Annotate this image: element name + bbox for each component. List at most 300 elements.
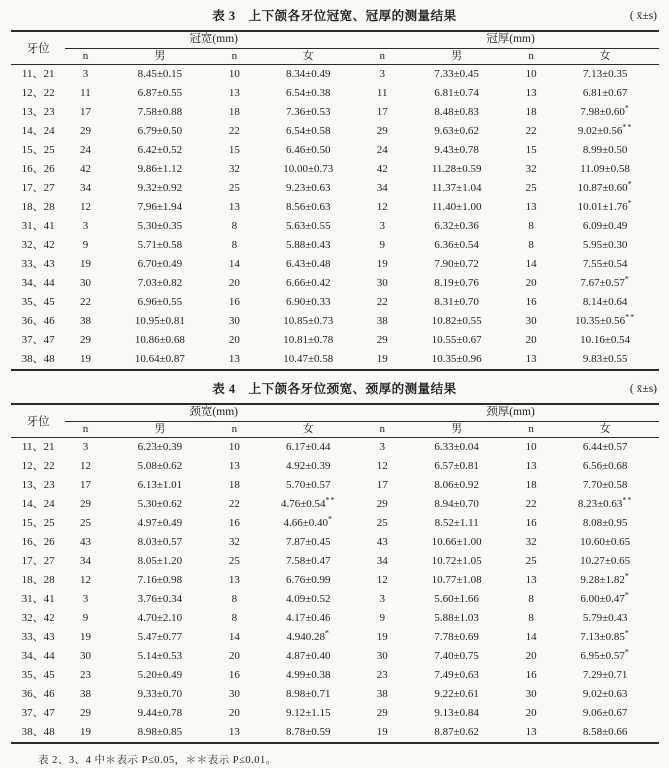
value-cell: 6.46±0.50 (286, 144, 331, 156)
subcol-male: 男 (106, 422, 215, 438)
value-cell: 6.23±0.39 (137, 441, 183, 453)
value-cell: 8.23±0.63** (577, 495, 633, 510)
value-cell: 18 (525, 106, 537, 118)
table-row (11, 65, 659, 85)
column-group-crown-width (65, 31, 362, 49)
value-cell: 5.63±0.55 (286, 220, 331, 232)
value-cell: 6.44±0.57 (582, 441, 628, 453)
value-cell: 10.55±0.67 (431, 334, 482, 346)
value-cell: 20 (525, 650, 537, 662)
value-cell: 9.43±0.78 (434, 144, 479, 156)
value-cell: 9.12±1.15 (286, 707, 331, 719)
value-cell: 5.88±0.43 (286, 239, 331, 251)
value-cell: 14 (228, 258, 240, 270)
value-cell: 30 (525, 315, 537, 327)
table-row (11, 312, 659, 331)
value-cell: 22 (228, 498, 240, 510)
value-cell: 8.48±0.83 (434, 106, 479, 118)
tooth-position-cell: 34、44 (21, 650, 55, 662)
value-cell: 30 (525, 688, 537, 700)
value-cell: 5.30±0.62 (137, 498, 183, 510)
value-cell: 8 (528, 612, 534, 624)
value-cell: 19 (376, 353, 388, 365)
value-cell: 6.54±0.58 (286, 125, 331, 137)
tooth-position-cell: 31、41 (21, 220, 55, 232)
significance-marker: * (624, 590, 630, 600)
value-cell: 12 (79, 574, 91, 586)
table-row (11, 609, 659, 628)
column-group-neck-thickness (362, 404, 659, 422)
value-cell: 11.37±1.04 (431, 182, 482, 194)
table-4-caption (10, 379, 659, 399)
value-cell: 7.70±0.58 (582, 479, 628, 491)
value-cell: 29 (79, 707, 91, 719)
value-cell: 7.87±0.45 (286, 536, 331, 548)
value-cell: 34 (376, 555, 388, 567)
value-cell: 17 (376, 479, 388, 491)
value-cell: 7.16±0.98 (137, 574, 183, 586)
subcol-n: n (214, 49, 254, 65)
significance-marker: * (328, 514, 334, 524)
value-cell: 6.09±0.49 (582, 220, 628, 232)
value-cell: 11 (80, 87, 91, 99)
table-row (11, 160, 659, 179)
value-cell: 8.14±0.64 (582, 296, 628, 308)
value-cell: 8.98±0.85 (137, 726, 183, 738)
tooth-position-cell: 34、44 (21, 277, 55, 289)
value-cell: 5.88±1.03 (434, 612, 479, 624)
subcol-male: 男 (402, 49, 511, 65)
value-cell: 19 (79, 353, 91, 365)
value-cell: 29 (376, 334, 388, 346)
tooth-position-cell: 16、26 (21, 163, 55, 175)
value-cell: 25 (79, 517, 91, 529)
value-cell: 8.56±0.63 (286, 201, 331, 213)
value-cell: 8.52±1.11 (434, 517, 479, 529)
value-cell: 17 (79, 479, 91, 491)
value-cell: 29 (376, 125, 388, 137)
value-cell: 32 (525, 536, 537, 548)
value-cell: 13 (525, 574, 537, 586)
significance-marker: * (624, 571, 630, 581)
table-3-section (10, 6, 659, 371)
subcol-n: n (511, 422, 551, 438)
significance-footnote: 表 2、3、4 中＊表示 P≤0.05，＊＊表示 P≤0.01。 (38, 755, 277, 766)
value-cell: 16 (228, 296, 240, 308)
value-cell: 4.76±0.54** (281, 495, 336, 510)
value-cell: 6.81±0.67 (582, 87, 628, 99)
value-cell: 20 (525, 707, 537, 719)
value-cell: 8.31±0.70 (434, 296, 479, 308)
value-cell: 6.90±0.33 (286, 296, 331, 308)
value-cell: 19 (376, 258, 388, 270)
value-cell: 29 (376, 498, 388, 510)
significance-marker: * (627, 179, 633, 189)
value-cell: 6.00±0.47* (580, 590, 630, 605)
value-cell: 22 (525, 125, 537, 137)
value-cell: 6.87±0.55 (137, 87, 183, 99)
value-cell: 6.54±0.38 (286, 87, 331, 99)
tooth-position-cell: 33、43 (21, 631, 55, 643)
value-cell: 7.03±0.82 (137, 277, 183, 289)
value-cell: 3 (82, 220, 89, 232)
value-cell: 8 (231, 612, 238, 624)
table-row (11, 723, 659, 743)
value-cell: 5.95±0.30 (582, 239, 628, 251)
value-cell: 8 (528, 239, 534, 251)
value-cell: 5.08±0.62 (137, 460, 183, 472)
table-row (11, 533, 659, 552)
value-cell: 23 (376, 669, 388, 681)
value-cell: 5.71±0.58 (137, 239, 183, 251)
significance-marker: ** (622, 122, 633, 132)
tooth-position-cell: 37、47 (21, 707, 55, 719)
value-cell: 14 (525, 258, 537, 270)
tooth-position-cell: 15、25 (21, 144, 55, 156)
table-row (11, 476, 659, 495)
value-cell: 7.33±0.45 (434, 68, 479, 80)
tooth-position-cell: 35、45 (21, 669, 55, 681)
subcol-female: 女 (551, 422, 659, 438)
value-cell: 8.03±0.57 (137, 536, 183, 548)
value-cell: 5.30±0.35 (137, 220, 183, 232)
value-cell: 7.90±0.72 (434, 258, 479, 270)
value-cell: 8.34±0.49 (286, 68, 331, 80)
tooth-position-cell: 17、27 (21, 182, 55, 194)
value-cell: 34 (79, 182, 91, 194)
significance-marker: ** (325, 495, 336, 505)
value-cell: 34 (79, 555, 91, 567)
value-cell: 18 (525, 479, 537, 491)
value-cell: 10.60±0.65 (580, 536, 631, 548)
significance-marker: * (624, 274, 630, 284)
value-cell: 9.44±0.78 (137, 707, 183, 719)
value-cell: 20 (228, 277, 240, 289)
value-cell: 30 (228, 315, 240, 327)
value-cell: 10 (525, 68, 537, 80)
table-row (11, 84, 659, 103)
column-group-neck-width-label: 颈宽(mm) (65, 405, 362, 422)
significance-marker: ** (622, 495, 633, 505)
tooth-position-cell: 18、28 (21, 574, 55, 586)
value-cell: 29 (79, 125, 91, 137)
value-cell: 42 (376, 163, 388, 175)
value-cell: 10.66±1.00 (431, 536, 482, 548)
value-cell: 5.47±0.77 (137, 631, 183, 643)
value-cell: 6.36±0.54 (434, 239, 479, 251)
table-3-title: 表 3 上下颌各牙位冠宽、冠厚的测量结果 (212, 9, 457, 23)
value-cell: 10.47±0.58 (283, 353, 334, 365)
table-row (11, 122, 659, 141)
table-row (11, 628, 659, 647)
value-cell: 10.01±1.76* (577, 198, 633, 213)
value-cell: 20 (228, 334, 240, 346)
value-cell: 4.66±0.40* (283, 514, 334, 529)
value-cell: 43 (79, 536, 91, 548)
value-cell: 10.35±0.56** (575, 312, 636, 327)
table-row (11, 255, 659, 274)
subcol-n: n (65, 422, 105, 438)
table-3-header (11, 31, 659, 65)
table-row (11, 217, 659, 236)
value-cell: 8.05±1.20 (137, 555, 183, 567)
value-cell: 12 (376, 460, 388, 472)
value-cell: 11.09±0.58 (580, 163, 630, 175)
value-cell: 13 (228, 87, 240, 99)
table-row (11, 704, 659, 723)
tooth-position-cell: 14、24 (21, 498, 55, 510)
tooth-position-cell: 33、43 (21, 258, 55, 270)
value-cell: 9 (82, 239, 89, 251)
value-cell: 4.99±0.38 (286, 669, 331, 681)
value-cell: 4.97±0.49 (137, 517, 183, 529)
value-cell: 7.40±0.75 (434, 650, 479, 662)
value-cell: 29 (79, 498, 91, 510)
value-cell: 19 (376, 631, 388, 643)
table-row (11, 179, 659, 198)
value-cell: 15 (525, 144, 537, 156)
value-cell: 14 (228, 631, 240, 643)
tooth-position-cell: 32、42 (21, 239, 55, 251)
tooth-position-cell: 12、22 (21, 87, 55, 99)
value-cell: 8.08±0.95 (582, 517, 628, 529)
value-cell: 15 (228, 144, 240, 156)
subcol-n: n (362, 422, 402, 438)
value-cell: 19 (79, 258, 91, 270)
value-cell: 10.81±0.78 (283, 334, 334, 346)
value-cell: 25 (525, 182, 537, 194)
value-cell: 30 (376, 277, 388, 289)
value-cell: 25 (228, 182, 240, 194)
value-cell: 13 (525, 87, 537, 99)
value-cell: 43 (376, 536, 388, 548)
value-cell: 4.70±2.10 (137, 612, 183, 624)
value-cell: 19 (79, 631, 91, 643)
value-cell: 10.35±0.96 (431, 353, 482, 365)
subcol-n: n (214, 422, 254, 438)
column-group-crown-thickness-label: 冠厚(mm) (362, 32, 659, 49)
value-cell: 3.76±0.34 (137, 593, 183, 605)
value-cell: 6.32±0.36 (434, 220, 479, 232)
tooth-position-cell: 18、28 (21, 201, 55, 213)
table-row (11, 457, 659, 476)
value-cell: 42 (79, 163, 91, 175)
tooth-position-cell: 13、23 (21, 106, 55, 118)
value-cell: 8 (528, 220, 534, 232)
value-cell: 10.85±0.73 (283, 315, 334, 327)
table-row (11, 552, 659, 571)
value-cell: 20 (228, 707, 240, 719)
value-cell: 12 (79, 201, 91, 213)
value-cell: 9 (379, 612, 385, 624)
subcol-male: 男 (402, 422, 511, 438)
value-cell: 25 (525, 555, 537, 567)
table-row (11, 438, 659, 458)
value-cell: 6.33±0.04 (434, 441, 479, 453)
table-row (11, 495, 659, 514)
subcol-female: 女 (254, 49, 362, 65)
value-cell: 6.79±0.50 (137, 125, 183, 137)
tooth-position-cell: 38、48 (21, 726, 55, 738)
tooth-position-cell: 35、45 (21, 296, 55, 308)
value-cell: 22 (79, 296, 91, 308)
value-cell: 7.58±0.88 (137, 106, 183, 118)
tooth-position-cell: 37、47 (21, 334, 55, 346)
value-cell: 10.82±0.55 (431, 315, 482, 327)
value-cell: 7.98±0.60* (580, 103, 630, 118)
value-cell: 8.98±0.71 (286, 688, 331, 700)
value-cell: 7.58±0.47 (286, 555, 331, 567)
value-cell: 13 (525, 726, 537, 738)
value-cell: 20 (525, 277, 537, 289)
value-cell: 7.96±1.94 (137, 201, 183, 213)
value-cell: 16 (525, 517, 537, 529)
value-cell: 8.45±0.15 (137, 68, 183, 80)
value-cell: 9.06±0.67 (582, 707, 628, 719)
value-cell: 25 (376, 517, 388, 529)
value-cell: 13 (228, 574, 240, 586)
significance-marker: * (624, 103, 630, 113)
value-cell: 8 (231, 220, 238, 232)
value-cell: 9.63±0.62 (434, 125, 479, 137)
value-cell: 9.22±0.61 (434, 688, 479, 700)
value-cell: 9.33±0.70 (137, 688, 183, 700)
value-cell: 9.86±1.12 (137, 163, 183, 175)
table-3-body (11, 65, 659, 371)
value-cell: 5.79±0.43 (582, 612, 628, 624)
value-cell: 9.83±0.55 (582, 353, 628, 365)
value-cell: 8 (528, 593, 534, 605)
value-cell: 8.78±0.59 (286, 726, 331, 738)
value-cell: 9.28±1.82* (580, 571, 630, 586)
value-cell: 38 (376, 315, 388, 327)
value-cell: 10.16±0.54 (580, 334, 631, 346)
value-cell: 16 (228, 669, 240, 681)
value-cell: 9 (82, 612, 89, 624)
value-cell: 13 (525, 353, 537, 365)
value-cell: 8.58±0.66 (582, 726, 628, 738)
column-group-crown-thickness (362, 31, 659, 49)
value-cell: 8.94±0.70 (434, 498, 479, 510)
value-cell: 6.66±0.42 (286, 277, 331, 289)
table-row (11, 514, 659, 533)
value-cell: 3 (379, 220, 385, 232)
subcol-female: 女 (254, 422, 362, 438)
value-cell: 10 (525, 441, 537, 453)
table-3-caption (10, 6, 659, 26)
table-4-section (10, 379, 659, 744)
subcol-n: n (362, 49, 402, 65)
value-cell: 13 (525, 201, 537, 213)
value-cell: 7.49±0.63 (434, 669, 479, 681)
value-cell: 17 (376, 106, 388, 118)
table-row (11, 141, 659, 160)
value-cell: 5.14±0.53 (137, 650, 183, 662)
tooth-position-cell: 16、26 (21, 536, 55, 548)
value-cell: 3 (82, 441, 89, 453)
value-cell: 25 (228, 555, 240, 567)
value-cell: 8.19±0.76 (434, 277, 479, 289)
significance-marker: * (325, 628, 331, 638)
tooth-position-cell: 38、48 (21, 353, 55, 365)
value-cell: 22 (376, 296, 388, 308)
value-cell: 6.57±0.81 (434, 460, 479, 472)
column-header-tooth-position: 牙位 (11, 31, 65, 65)
column-group-neck-width (65, 404, 362, 422)
value-cell: 19 (376, 726, 388, 738)
value-cell: 24 (376, 144, 388, 156)
value-cell: 9.02±0.56** (577, 122, 633, 137)
value-cell: 11.40±1.00 (431, 201, 482, 213)
value-cell: 16 (525, 669, 537, 681)
value-cell: 8 (231, 239, 238, 251)
table-row (11, 236, 659, 255)
tooth-position-cell: 12、22 (21, 460, 55, 472)
value-cell: 12 (79, 460, 91, 472)
value-cell: 24 (79, 144, 91, 156)
value-cell: 9 (379, 239, 385, 251)
table-row (11, 571, 659, 590)
subcol-male: 男 (106, 49, 215, 65)
table-4-stat-note: ( x̄±s) (629, 383, 657, 395)
value-cell: 20 (228, 650, 240, 662)
value-cell: 7.78±0.69 (434, 631, 479, 643)
value-cell: 4.940.28* (286, 628, 331, 643)
value-cell: 6.56±0.68 (582, 460, 628, 472)
value-cell: 4.92±0.39 (286, 460, 331, 472)
value-cell: 10.64±0.87 (134, 353, 185, 365)
value-cell: 6.96±0.55 (137, 296, 183, 308)
value-cell: 6.43±0.48 (286, 258, 331, 270)
tooth-position-cell: 31、41 (21, 593, 55, 605)
value-cell: 10.77±1.08 (431, 574, 482, 586)
value-cell: 32 (228, 163, 240, 175)
value-cell: 12 (376, 574, 388, 586)
value-cell: 13 (228, 353, 240, 365)
significance-marker: * (624, 647, 630, 657)
value-cell: 6.13±1.01 (137, 479, 183, 491)
table-row (11, 103, 659, 122)
value-cell: 3 (379, 593, 385, 605)
value-cell: 3 (379, 68, 385, 80)
tooth-position-cell: 14、24 (21, 125, 55, 137)
value-cell: 23 (79, 669, 91, 681)
value-cell: 7.13±0.85* (580, 628, 630, 643)
value-cell: 18 (228, 479, 240, 491)
table-3-stat-note: ( x̄±s) (629, 10, 657, 22)
value-cell: 10.95±0.81 (134, 315, 185, 327)
value-cell: 8.99±0.50 (582, 144, 628, 156)
significance-marker: ** (625, 312, 636, 322)
table-4-header (11, 404, 659, 438)
value-cell: 10 (228, 441, 240, 453)
value-cell: 32 (525, 163, 537, 175)
subcol-n: n (511, 49, 551, 65)
value-cell: 7.67±0.57* (580, 274, 630, 289)
value-cell: 13 (525, 460, 537, 472)
section-gap (10, 371, 659, 379)
value-cell: 10 (228, 68, 240, 80)
tooth-position-cell: 17、27 (21, 555, 55, 567)
value-cell: 4.87±0.40 (286, 650, 331, 662)
value-cell: 6.81±0.74 (434, 87, 479, 99)
value-cell: 6.70±0.49 (137, 258, 183, 270)
value-cell: 3 (82, 68, 89, 80)
value-cell: 7.13±0.35 (582, 68, 628, 80)
table-row (11, 198, 659, 217)
value-cell: 5.20±0.49 (137, 669, 183, 681)
tooth-position-cell: 32、42 (21, 612, 55, 624)
